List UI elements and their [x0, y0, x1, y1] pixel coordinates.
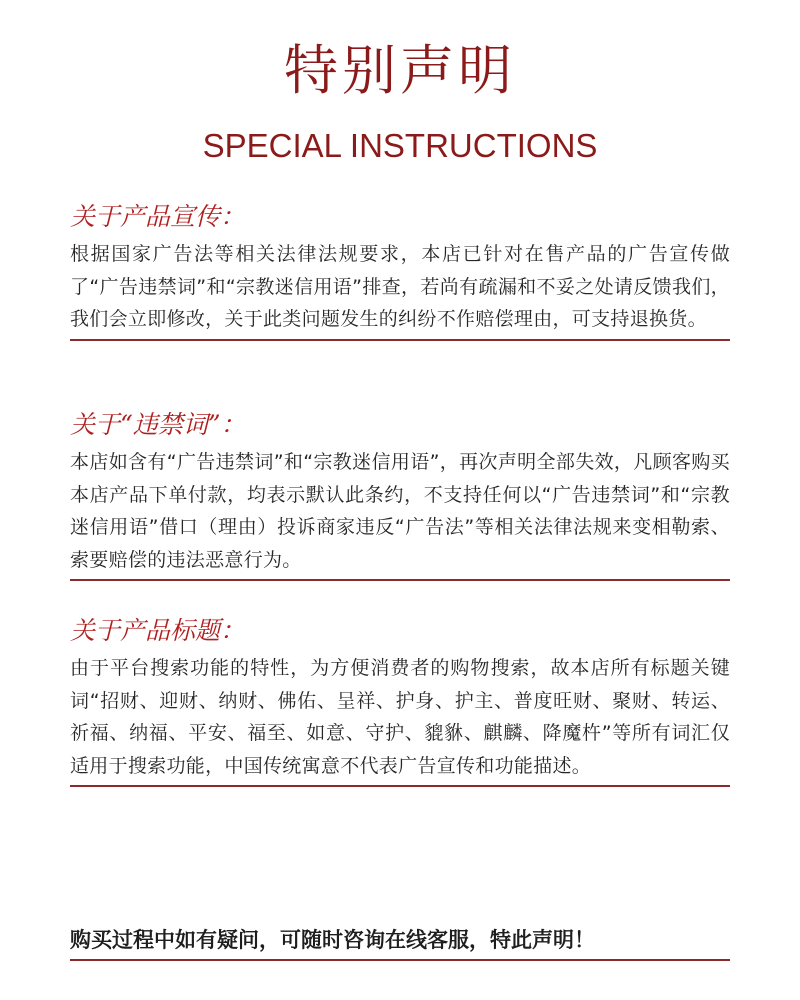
section-divider — [70, 785, 730, 787]
section-body: 由于平台搜索功能的特性，为方便消费者的购物搜索，故本店所有标题关键词“招财、迎财、纳财、佛佑、呈祥、护身、护主、普度旺财、聚财、转运、祈福、纳福、平安、福至、如意、守护、貔貅、麒麟、降魔杵”等所有词汇仅适用于搜索功能，中国传统寓意不代表广告宣传和功能描述。 — [70, 657, 730, 777]
section-product-promotion — [70, 200, 730, 341]
page-title: 特别声明 — [284, 39, 516, 102]
section-divider — [70, 579, 730, 581]
section-heading: 关于产品标题： — [70, 616, 246, 645]
section-prohibited-words — [70, 408, 730, 581]
footer-notice — [70, 924, 730, 961]
page-subtitle: SPECIAL INSTRUCTIONS — [202, 127, 598, 164]
footer-text: 购买过程中如有疑问，可随时咨询在线客服，特此声明！ — [70, 928, 595, 952]
section-divider — [70, 339, 730, 341]
footer-divider — [70, 959, 730, 961]
section-body: 本店如含有“广告违禁词”和“宗教迷信用语”，再次声明全部失效，凡顾客购买本店产品下单付款，均表示默认此条约，不支持任何以“广告违禁词”和“宗教迷信用语”借口（理由）投诉商家违反“广告法”等相关法律法规来变相勒索、索要赔偿的违法恶意行为。 — [70, 451, 730, 571]
section-heading: 关于“违禁词”： — [70, 410, 246, 439]
section-heading: 关于产品宣传： — [70, 202, 246, 231]
section-body: 根据国家广告法等相关法律法规要求，本店已针对在售产品的广告宣传做了“广告违禁词”和“宗教迷信用语”排查，若尚有疏漏和不妥之处请反馈我们，我们会立即修改，关于此类问题发生的纠纷不作赔偿理由，可支持退换货。 — [70, 243, 730, 330]
section-product-titles — [70, 614, 730, 787]
